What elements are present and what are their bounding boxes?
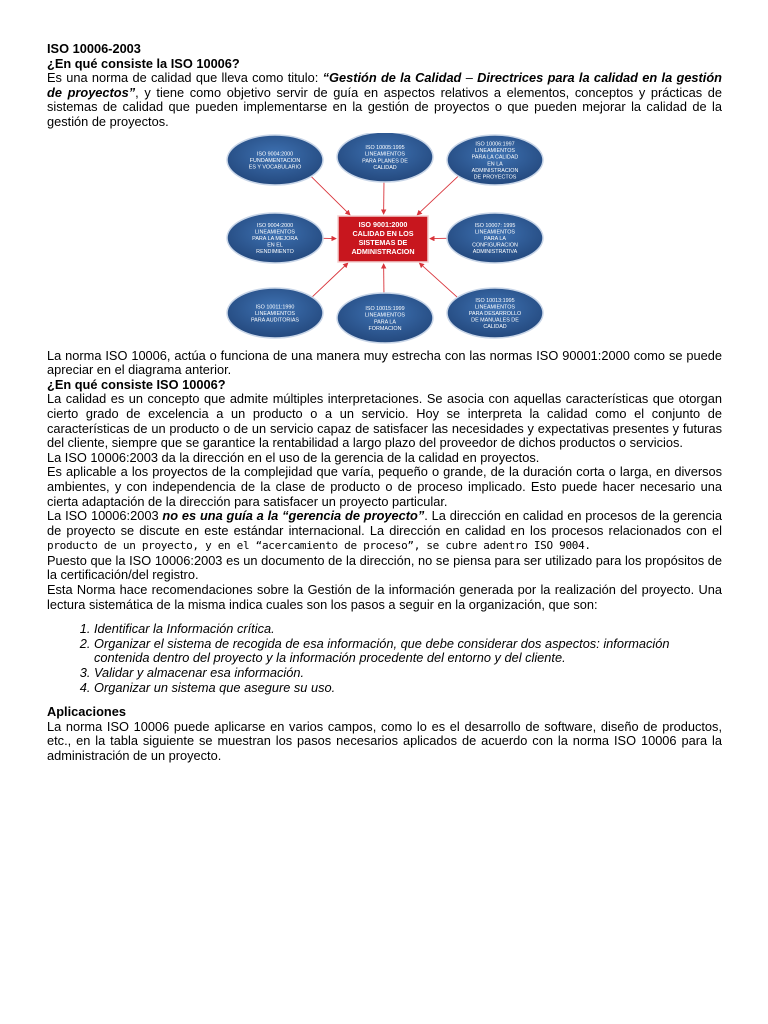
diagram-node-label: DE PROYECTOS: [473, 174, 517, 181]
diagram-node-label: ISO 10007: 1995: [474, 222, 516, 229]
paragraph-diagram-note: La norma ISO 10006, actúa o funciona de una manera muy estrecha con las normas ISO 90001:2000 como se puede apreciar en el diagrama anterior.: [47, 347, 722, 378]
list-item: 1. Identificar la Información crítica.: [94, 622, 722, 637]
guia-text: La ISO 10006:2003: [47, 508, 163, 524]
center-box: [338, 216, 428, 262]
guia-monospace-text: producto de un proyecto, y en el “acercamiento de proceso”, se cubre adentro ISO 9004.: [47, 539, 591, 553]
diagram-arrow: [417, 173, 461, 215]
center-box-label: SISTEMAS DE: [358, 237, 408, 247]
diagram-node-label: RENDIMIENTO: [256, 248, 294, 255]
diagram-node-label: PARA LA CALIDAD: [471, 154, 519, 161]
diagram-node-label: LINEAMIENTOS: [364, 151, 406, 158]
document-title: ISO 10006-2003: [47, 41, 141, 56]
paragraph-documento: Puesto que la ISO 10006:2003 es un documento de la dirección, no se piensa para ser utilizado para los propósitos de la certificación/del registro.: [47, 552, 722, 583]
paragraph-calidad: La calidad es un concepto que admite múltiples interpretaciones. Se asocia con aquellas características que otorgan cierto grado de excelencia a un producto o a un servicio. Hoy se interpreta la calidad como el conjunto de características de un producto o de un servicio capaz de satisfacer las necesidades y expectativas presentes y futuras del cliente, siempre que se garantice la rentabilidad a largo plazo del proveedor de dichos productos o servicios.: [47, 391, 722, 451]
center-box-label: CALIDAD EN LOS: [352, 228, 414, 238]
diagram-node-label: PARA LA MEJORA: [252, 235, 298, 242]
guia-text-rest: . La dirección en calidad en procesos de la gerencia de proyecto se discute en este estándar internacional. La dirección en calidad en los procesos relacionados con el: [47, 508, 722, 538]
diagram-node-label: FORMACION: [368, 325, 402, 332]
intro-text: Es una norma de calidad que lleva como titulo:: [47, 70, 323, 86]
paragraph-aplicable: Es aplicable a los proyectos de la complejidad que varía, pequeño o grande, de la duración corta o larga, en diversos ambientes, y con independencia de la clase de producto o de proceso implicado. Esto puede hacer necesario una cierta adaptación de la dirección para satisfacer un proyecto particular.: [47, 464, 722, 509]
diagram-node: [447, 288, 543, 338]
diagram-node-label: ISO 9004:2000: [256, 222, 294, 229]
paragraph-direccion: La ISO 10006:2003 da la dirección en el uso de la gerencia de la calidad en proyectos.: [47, 449, 540, 465]
list-item: 2. Organizar el sistema de recogida de esa información, que debe considerar dos aspectos: información contenida dentro del proyecto y la información procedente del entorno y del cliente.: [94, 637, 722, 666]
diagram-node: [337, 293, 433, 343]
question-heading-2: ¿En qué consiste ISO 10006?: [47, 376, 226, 392]
diagram-node: [227, 213, 323, 263]
diagram-node-label: LINEAMIENTOS: [474, 228, 516, 235]
diagram-node-label: ISO 10011:1990: [255, 303, 295, 310]
diagram-node: [227, 135, 323, 185]
diagram-node-label: PARA LA: [483, 235, 507, 242]
diagram-node-label: PARA PLANES DE: [362, 157, 408, 164]
guia-emphasis: no es una guía a la “gerencia de proyecto”: [162, 508, 425, 524]
document-body: [47, 42, 722, 764]
center-box-label: ADMINISTRACION: [351, 246, 415, 256]
list-item: 4. Organizar un sistema que asegure su uso.: [94, 681, 722, 696]
diagram-node-label: ADMINISTRATIVA: [472, 248, 518, 255]
section-heading-aplicaciones: Aplicaciones: [47, 704, 126, 720]
diagram-node-label: PARA DESARROLLO: [468, 310, 522, 317]
diagram-node-label: CONFIGURACION: [472, 242, 518, 249]
diagram-node-label: EN LA: [487, 160, 503, 167]
diagram-node-label: LINEAMIENTOS: [474, 147, 516, 154]
svg-text:ISO 9001:2000CALIDAD EN LOSSIS: [351, 220, 414, 256]
diagram-node-label: PARA AUDITORIAS: [250, 317, 300, 324]
diagram-node-label: ISO 10006:1997: [475, 141, 515, 148]
steps-list: [47, 622, 722, 695]
center-box-label: ISO 9001:2000: [358, 219, 408, 229]
diagram-arrow: [419, 263, 460, 300]
diagram-node: [447, 135, 543, 185]
diagram-node-label: DE MANUALES DE: [471, 317, 519, 324]
diagram-node-label: CALIDAD: [373, 164, 397, 171]
diagram-node-label: ISO 10015:1999: [365, 305, 405, 312]
diagram-node: [337, 133, 433, 182]
diagram-node-label: LINEAMIENTOS: [254, 310, 296, 317]
question-heading-1: ¿En qué consiste la ISO 10006?: [47, 55, 240, 71]
norm-title-part1: “Gestión de la Calidad: [322, 70, 462, 86]
diagram-node-label: FUNDAMENTACION: [249, 157, 301, 164]
paragraph-norma: Esta Norma hace recomendaciones sobre la Gestión de la información generada por la realización del proyecto. Una lectura sistemática de la misma indica cuales son los pasos a seguir en la organización, que son:: [47, 582, 722, 612]
diagram-node: [227, 288, 323, 338]
diagram-arrow: [309, 263, 348, 300]
norm-title-part2: Directrices para la calidad en la gestión de proyectos”: [47, 70, 722, 100]
diagram-node-label: PARA LA: [373, 318, 397, 325]
intro-text-rest: , y tiene como objetivo servir de guía en aspectos relativos a elementos, conceptos y prácticas de sistemas de calidad que pueden implementarse en la gestión de proyectos o que pueden mejorar la calidad de la gestión de proyectos.: [47, 84, 722, 129]
diagram-node-label: LINEAMIENTOS: [254, 228, 296, 235]
diagram-node-label: EN EL: [267, 242, 283, 249]
title-dash: –: [461, 70, 478, 86]
diagram-node-label: ISO 9004:2000: [256, 150, 294, 157]
diagram-node-label: ISO 10005:1995: [365, 144, 405, 151]
iso-standards-diagram: [223, 133, 549, 345]
diagram-node: [447, 213, 543, 263]
paragraph-guia: [47, 509, 722, 554]
diagram-node-label: ISO 10013:1995: [475, 297, 515, 304]
diagram-arrow: [308, 173, 350, 215]
paragraph-aplicaciones: La norma ISO 10006 puede aplicarse en varios campos, como lo es el desarrollo de software, diseño de productos, etc., en la tabla siguiente se muestran los pasos necesarios aplicados de acuerdo con la norma ISO 10006 para la administración de un proyecto.: [47, 718, 722, 763]
intro-paragraph: [47, 71, 722, 129]
list-item: 3. Validar y almacenar esa información.: [94, 666, 722, 681]
diagram-node-label: LINEAMIENTOS: [364, 312, 406, 319]
diagram-node-label: ADMINISTRACION: [471, 167, 519, 174]
diagram-node-label: ES Y VOCABULARIO: [248, 164, 302, 171]
diagram-node-label: CALIDAD: [483, 323, 507, 330]
diagram-node-label: LINEAMIENTOS: [474, 303, 516, 310]
